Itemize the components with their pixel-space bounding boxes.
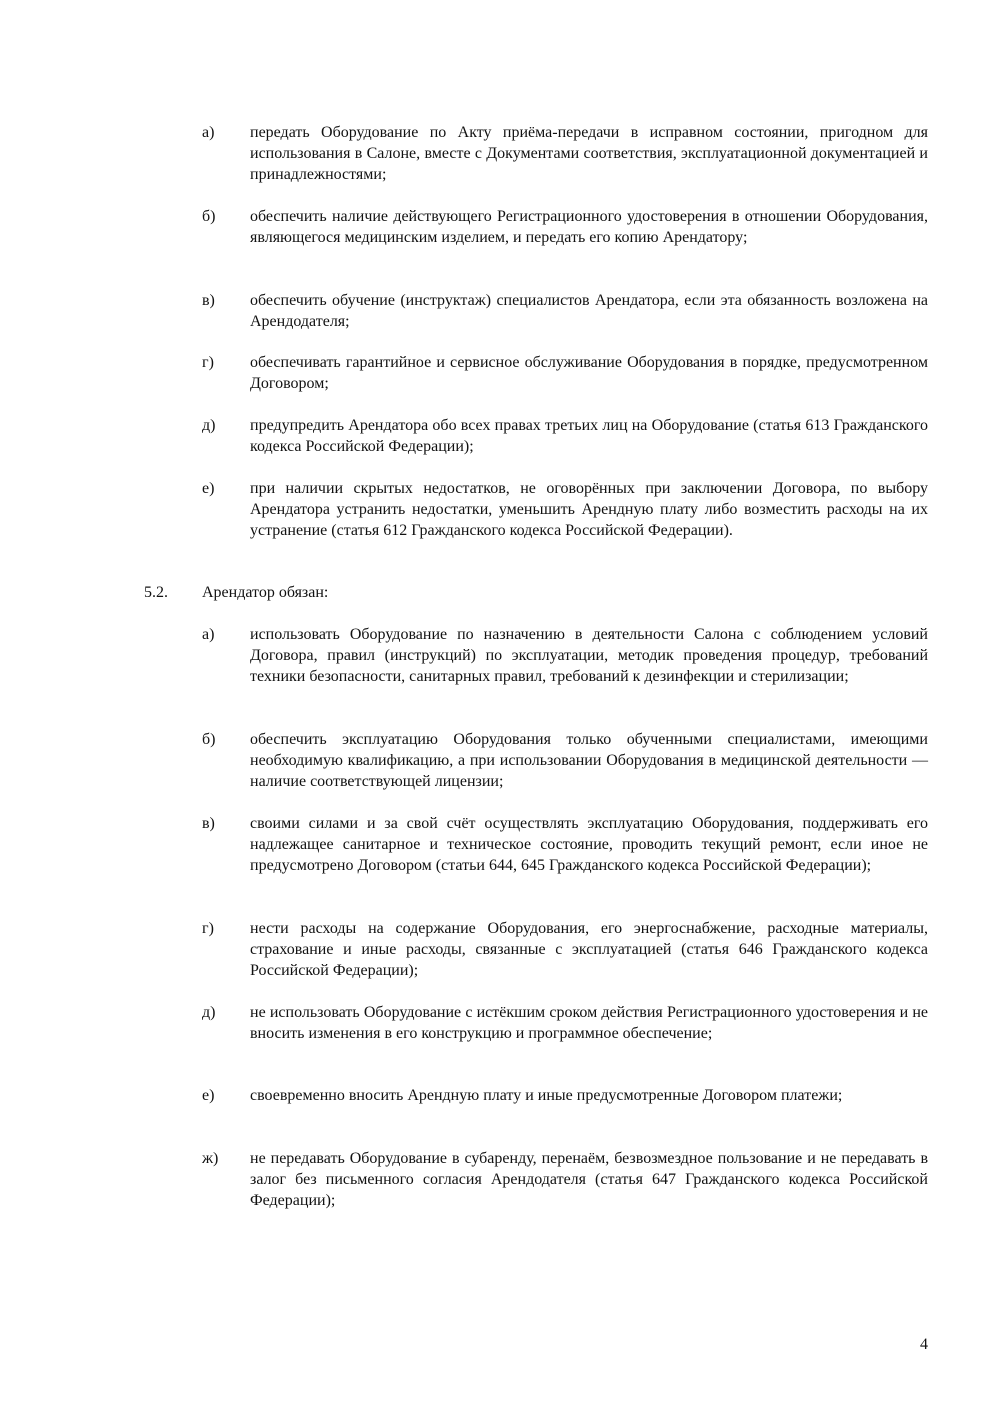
- section-number: 5.2.: [144, 584, 168, 601]
- list-item-text: нести расходы на содержание Оборудования, его энергоснабжение, расходные материалы, страхование и иные расходы, связанные с эксплуатацией (статья 646 Гражданского кодекса Российской Федерации);: [250, 920, 928, 979]
- list-item: [202, 415, 928, 457]
- list-item-label: б): [202, 731, 216, 748]
- list-item-text: своевременно вносить Арендную плату и иные предусмотренные Договором платежи;: [250, 1087, 843, 1104]
- list-item: [202, 1148, 928, 1211]
- list-item-label: а): [202, 124, 215, 141]
- list-item: [202, 478, 928, 541]
- list-item-text: своими силами и за свой счёт осуществлять эксплуатацию Оборудования, поддерживать его надлежащее санитарное и техническое состояние, проводить текущий ремонт, если иное не предусмотрено Договором (статьи 644, 645 Гражданского кодекса Российской Федерации);: [250, 815, 928, 874]
- list-item: [202, 624, 928, 687]
- list-item-label: г): [202, 920, 214, 937]
- list-item-label: г): [202, 354, 214, 371]
- list-item-text: не использовать Оборудование с истёкшим сроком действия Регистрационного удостоверения и не вносить изменения в его конструкцию и программное обеспечение;: [250, 1004, 928, 1042]
- list-item-label: е): [202, 1087, 215, 1104]
- list-item: [202, 1085, 928, 1106]
- list-item-text: обеспечить наличие действующего Регистрационного удостоверения в отношении Оборудования, являющегося медицинским изделием, и передать его копию Арендатору;: [250, 208, 928, 246]
- list-item-label: ж): [202, 1150, 219, 1167]
- list-item-label: в): [202, 292, 215, 309]
- list-item: [202, 206, 928, 248]
- list-item-text: предупредить Арендатора обо всех правах третьих лиц на Оборудование (статья 613 Гражданского кодекса Российской Федерации);: [250, 417, 928, 455]
- list-item: [202, 122, 928, 185]
- list-item-text: обеспечить эксплуатацию Оборудования только обученными специалистами, имеющими необходимую квалификацию, а при использовании Оборудования в медицинской деятельности — наличие соответствующей лицензии;: [250, 731, 928, 790]
- list-item-label: б): [202, 208, 216, 225]
- list-item-label: в): [202, 815, 215, 832]
- list-item-text: передать Оборудование по Акту приёма-передачи в исправном состоянии, пригодном для использования в Салоне, вместе с Документами соответствия, эксплуатационной документацией и принадлежностями;: [250, 124, 928, 183]
- section-title: Арендатор обязан:: [202, 584, 329, 601]
- list-item: [202, 918, 928, 981]
- list-item-label: д): [202, 417, 216, 434]
- list-item-label: е): [202, 480, 215, 497]
- section-heading: [144, 582, 328, 603]
- list-item: [202, 290, 928, 332]
- list-item: [202, 729, 928, 792]
- list-item-label: д): [202, 1004, 216, 1021]
- list-item-text: обеспечивать гарантийное и сервисное обслуживание Оборудования в порядке, предусмотренном Договором;: [250, 354, 928, 392]
- list-item-text: при наличии скрытых недостатков, не оговорённых при заключении Договора, по выбору Арендатора устранить недостатки, уменьшить Арендную плату либо возместить расходы на их устранение (статья 612 Гражданского кодекса Российской Федерации).: [250, 480, 928, 539]
- list-item-text: не передавать Оборудование в субаренду, перенаём, безвозмездное пользование и не передавать в залог без письменного согласия Арендодателя (статья 647 Гражданского кодекса Российской Федерации);: [250, 1150, 928, 1209]
- list-item: [202, 813, 928, 876]
- list-item: [202, 1002, 928, 1044]
- list-item-text: обеспечить обучение (инструктаж) специалистов Арендатора, если эта обязанность возложена на Арендодателя;: [250, 292, 928, 330]
- list-item-text: использовать Оборудование по назначению в деятельности Салона с соблюдением условий Договора, правил (инструкций) по эксплуатации, методик проведения процедур, требований техники безопасности, санитарных правил, требований к дезинфекции и стерилизации;: [250, 626, 928, 685]
- list-item: [202, 352, 928, 394]
- list-item-label: а): [202, 626, 215, 643]
- page-number: 4: [920, 1336, 928, 1353]
